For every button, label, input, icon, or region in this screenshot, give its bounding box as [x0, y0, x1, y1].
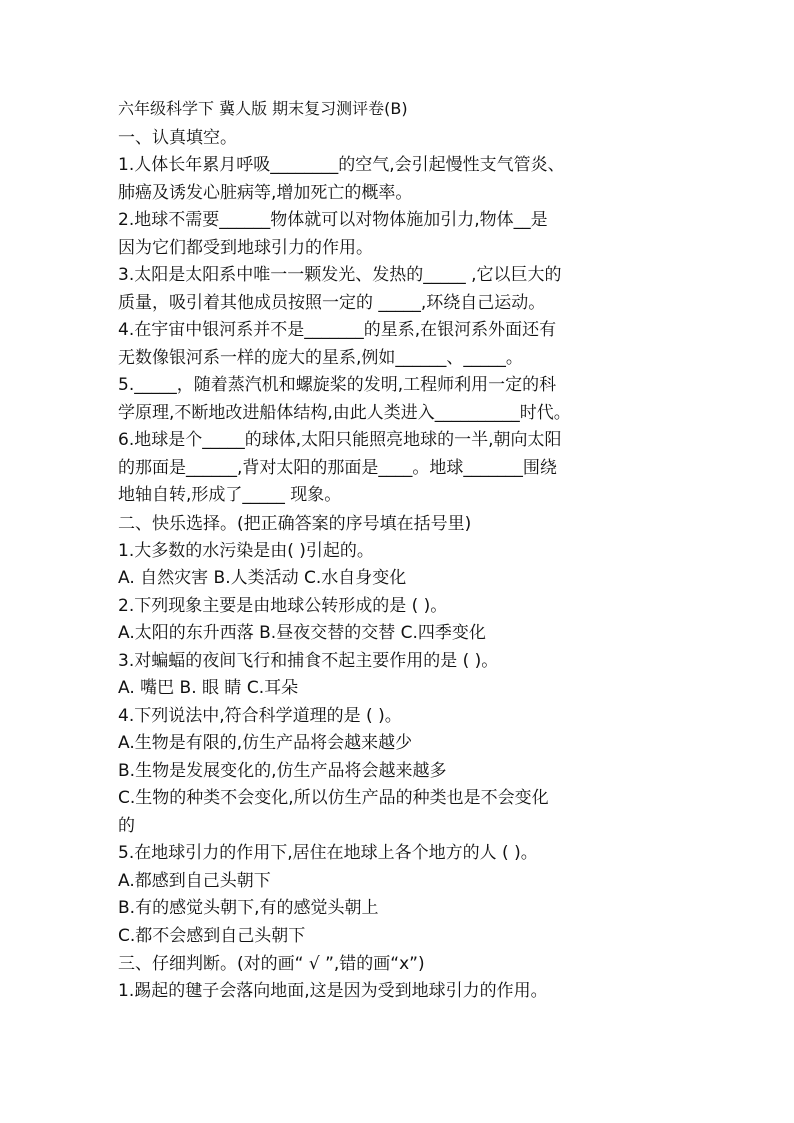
- section-2-body: [118, 538, 698, 951]
- fill-line: 6.地球是个_____的球体,太阳只能照亮地球的一半,朝向太阳: [118, 430, 562, 450]
- fill-line: 4.在宇宙中银河系并不是_______的星系,在银河系外面还有: [118, 320, 557, 340]
- fill-line: 质量，吸引着其他成员按照一定的 _____,环绕自己运动。: [118, 292, 546, 313]
- choice-line: A. 嘴巴 B. 眼 睛 C.耳朵: [118, 678, 299, 698]
- choice-line: A.太阳的东升西落 B.昼夜交替的交替 C.四季变化: [118, 623, 486, 643]
- fill-line: 1.人体长年累月呼吸________的空气,会引起慢性支气管炎、: [118, 155, 565, 175]
- fill-line: 地轴自转,形成了_____ 现象。: [118, 485, 342, 505]
- choice-line: 2.下列现象主要是由地球公转形成的是 ( )。: [118, 595, 448, 616]
- choice-line: 3.对蝙蝠的夜间飞行和捕食不起主要作用的是 ( )。: [118, 650, 499, 671]
- choice-line: 5.在地球引力的作用下,居住在地球上各个地方的人 ( )。: [118, 843, 538, 863]
- choice-line: A.生物是有限的,仿生产品将会越来越少: [118, 733, 413, 753]
- fill-line: 因为它们都受到地球引力的作用。: [118, 237, 373, 258]
- choice-line: C.都不会感到自己头朝下: [118, 925, 306, 946]
- choice-line: C.生物的种类不会变化,所以仿生产品的种类也是不会变化: [118, 788, 549, 808]
- fill-line: 5._____，随着蒸汽机和螺旋桨的发明,工程师利用一定的科: [118, 375, 557, 395]
- section-3-heading: 三、仔细判断。(对的画“ √ ”,错的画“x”): [118, 954, 425, 974]
- section-2-heading: 二、快乐选择。(把正确答案的序号填在括号里): [118, 513, 472, 534]
- judge-line: 1.踢起的毽子会落向地面,这是因为受到地球引力的作用。: [118, 981, 548, 1001]
- choice-line: 4.下列说法中,符合科学道理的是 ( )。: [118, 705, 402, 726]
- choice-line: B.有的感觉头朝下,有的感觉头朝上: [118, 898, 379, 918]
- choice-line: 的: [118, 815, 135, 836]
- choice-line: A.都感到自己头朝下: [118, 870, 271, 891]
- choice-line: A. 自然灾害 B.人类活动 C.水自身变化: [118, 568, 407, 588]
- fill-line: 肺癌及诱发心脏病等,增加死亡的概率。: [118, 182, 413, 203]
- exam-page: [118, 96, 698, 1006]
- fill-line: 的那面是______,背对太阳的那面是____。地球_______围绕: [118, 457, 557, 478]
- choice-line: 1.大多数的水污染是由( )引起的。: [118, 540, 374, 561]
- fill-line: 3.太阳是太阳系中唯一一颗发光、发热的_____ ,它以巨大的: [118, 265, 562, 285]
- section-1-body: [118, 152, 698, 510]
- choice-line: B.生物是发展变化的,仿生产品将会越来越多: [118, 760, 447, 781]
- fill-line: 2.地球不需要______物体就可以对物体施加引力,物体__是: [118, 210, 548, 230]
- fill-line: 无数像银河系一样的庞大的星系,例如______、_____。: [118, 347, 523, 368]
- section-3-body: [118, 978, 698, 1006]
- section-1-heading: 一、认真填空。: [118, 128, 237, 148]
- exam-title: 六年级科学下 冀人版 期末复习测评卷(B): [118, 99, 408, 118]
- fill-line: 学原理,不断地改进船体结构,由此人类进入__________时代。: [118, 402, 571, 423]
